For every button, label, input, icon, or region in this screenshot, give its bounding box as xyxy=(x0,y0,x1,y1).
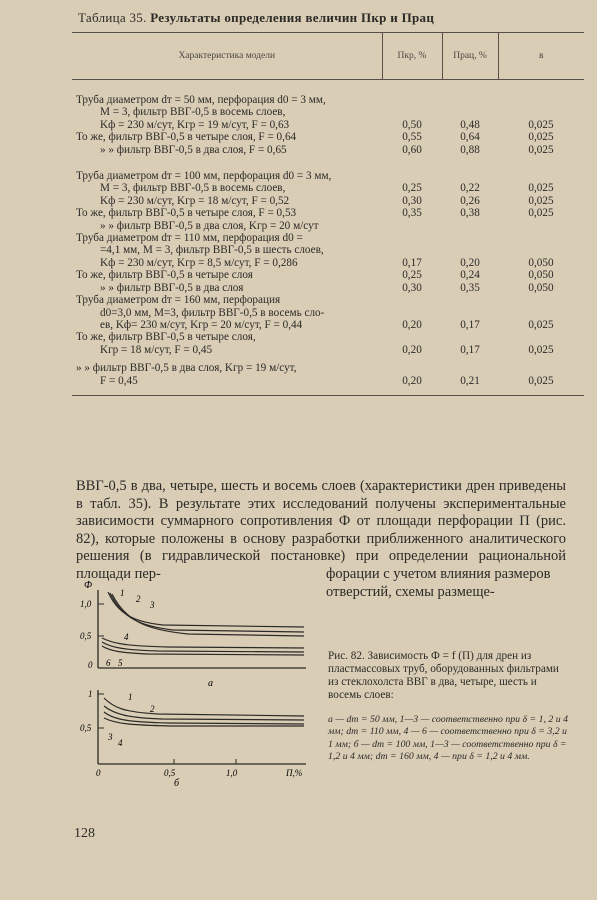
curve-b-1 xyxy=(104,698,304,716)
header-model: Характеристика модели xyxy=(72,33,382,80)
curve-a-3 xyxy=(112,594,304,636)
y-tick-b-05: 0,5 xyxy=(80,723,92,733)
row-desc: Труба диаметром dт = 50 мм, перфорация d0 = 3 мм, xyxy=(76,94,326,106)
table-row xyxy=(72,195,584,207)
curve-a-4 xyxy=(102,638,304,648)
curve-label-a-2: 2 xyxy=(136,594,141,604)
row-desc: Труба диаметром dт = 160 мм, перфорация xyxy=(76,294,281,307)
cell-prac: 0,35 xyxy=(460,281,480,294)
row-desc: Kф = 230 м/сут, Kгр = 8,5 м/сут, F = 0,286 xyxy=(100,256,298,269)
curve-label-a-3: 3 xyxy=(150,600,155,610)
curve-label-a-5: 5 xyxy=(118,658,123,668)
table-row xyxy=(72,170,584,195)
cell-pkr: 0,35 xyxy=(402,207,422,220)
cell-pkr: 0,30 xyxy=(402,194,422,207)
y-axis-label: Ф xyxy=(84,580,93,591)
cell-prac: 0,21 xyxy=(442,356,498,395)
table-row xyxy=(72,232,584,269)
row-desc: M = 3, фильтр ВВГ-0,5 в восемь слоев, xyxy=(100,106,286,119)
curve-b-3 xyxy=(104,712,304,724)
curve-b-2 xyxy=(104,706,304,720)
cell-prac: 0,17 xyxy=(460,318,480,331)
cell-pkr: 0,25 xyxy=(402,182,422,195)
cell-prac: 0,17 xyxy=(460,343,480,356)
curve-label-a-6: 6 xyxy=(106,658,111,668)
table-row xyxy=(72,131,584,143)
y-tick-b-1: 1 xyxy=(88,689,93,699)
row-desc: d0=3,0 мм, M=3, фильтр ВВГ-0,5 в восемь сло- xyxy=(100,306,325,319)
cell-v: 0,050 xyxy=(528,281,554,294)
x-tick-0: 0 xyxy=(96,768,101,778)
cell-v: 0,025 xyxy=(528,118,554,131)
curve-label-b-1: 1 xyxy=(128,692,133,702)
cell-v: 0,025 xyxy=(528,207,554,220)
body-text-wrap: форации с учетом влияния размеров отверстий, схемы размеще- xyxy=(326,566,551,600)
cell-v: 0,025 xyxy=(528,343,554,356)
cell-v: 0,025 xyxy=(528,318,554,331)
cell-pkr: 0,30 xyxy=(402,281,422,294)
curve-label-a-4: 4 xyxy=(124,632,129,642)
cell-pkr: 0,20 xyxy=(402,318,422,331)
row-desc: » » фильтр ВВГ-0,5 в два слоя, Kгр = 20 м/сут xyxy=(100,219,319,232)
table-row xyxy=(72,269,584,281)
row-desc: » » фильтр ВВГ-0,5 в два слоя, Kгр = 19 м/сут, xyxy=(76,362,297,375)
cell-pkr: 0,55 xyxy=(402,131,422,144)
table-row xyxy=(72,144,584,156)
curve-label-a-1: 1 xyxy=(120,588,125,598)
y-tick-a-0: 0 xyxy=(88,660,93,670)
row-desc: То же, фильтр ВВГ-0,5 в четыре слоя, xyxy=(76,331,256,344)
row-desc: F = 0,45 xyxy=(100,374,138,387)
cell-v: 0,050 xyxy=(528,256,554,269)
cell-prac: 0,48 xyxy=(460,118,480,131)
curve-label-b-2: 2 xyxy=(150,704,155,714)
row-desc: ев, Kф= 230 м/сут, Kгр = 20 м/сут, F = 0,44 xyxy=(100,318,303,331)
table-row xyxy=(72,80,584,132)
cell-pkr: 0,20 xyxy=(402,343,422,356)
row-desc: » » фильтр ВВГ-0,5 в два слоя xyxy=(100,281,244,294)
y-tick-a-1: 1,0 xyxy=(80,599,92,609)
curve-label-b-3: 3 xyxy=(108,732,113,742)
row-desc: Kгр = 18 м/сут, F = 0,45 xyxy=(100,343,213,356)
row-desc: » » фильтр ВВГ-0,5 в два слоя, F = 0,65 xyxy=(100,143,287,156)
row-desc: То же, фильтр ВВГ-0,5 в четыре слоя, F = 0,64 xyxy=(76,131,297,144)
table-row xyxy=(72,294,584,331)
cell-v: 0,025 xyxy=(528,143,554,156)
cell-pkr: 0,50 xyxy=(402,118,422,131)
cell-prac: 0,22 xyxy=(460,182,480,195)
cell-pkr: 0,25 xyxy=(402,269,422,282)
header-prac: Прац, % xyxy=(442,33,498,80)
row-desc: Kф = 230 м/сут, Kгр = 19 м/сут, F = 0,63 xyxy=(100,118,290,131)
x-tick-10: 1,0 xyxy=(226,768,238,778)
row-desc: Труба диаметром dт = 110 мм, перфорация d0 = xyxy=(76,232,303,245)
cell-v: 0,025 xyxy=(528,194,554,207)
cell-pkr: 0,20 xyxy=(382,356,442,395)
cell-prac: 0,38 xyxy=(460,207,480,220)
y-tick-a-05: 0,5 xyxy=(80,631,92,641)
cell-pkr: 0,60 xyxy=(402,143,422,156)
table-row xyxy=(72,356,584,395)
figure-82-plot xyxy=(78,580,328,790)
table-row xyxy=(72,207,584,232)
cell-v: 0,025 xyxy=(498,356,584,395)
x-axis-label: П,% xyxy=(286,768,303,778)
figure-legend: a — dт = 50 мм, 1—3 — соответственно при δ = 1, 2 и 4 мм; dт = 110 мм, 4 — 6 — соответственно при δ = 3,2 и 1 мм; б — dт = 100 мм, 1—3 — соответственно при δ = 1,2 и 4 мм; dт = 160 мм, 4 — при δ = 1,2 и 4 мм. xyxy=(328,714,568,763)
header-pkr: Пкр, % xyxy=(382,33,442,80)
x-tick-05: 0,5 xyxy=(164,768,176,778)
table-row xyxy=(72,282,584,294)
row-desc: То же, фильтр ВВГ-0,5 в четыре слоя xyxy=(76,269,253,282)
row-desc: Kф = 230 м/сут, Kгр = 18 м/сут, F = 0,52 xyxy=(100,194,290,207)
figure-caption: Рис. 82. Зависимость Ф = f (П) для дрен из пластмассовых труб, оборудованных фильтрами из стеклохолста ВВГ в два, четыре, шесть и восемь слоев: xyxy=(328,650,559,701)
table-title-text: Результаты определения величин Пкр и Прац xyxy=(150,10,435,25)
header-v: в xyxy=(498,33,584,80)
results-table xyxy=(72,32,584,396)
cell-prac: 0,20 xyxy=(460,256,480,269)
body-text-main: ВВГ-0,5 в два, четыре, шесть и восемь слоев (характеристики дрен приведены в табл. 35). В результате этих исследований получены экспериментальные зависимости суммарного сопротивления Ф от площади перфорации П (рис. 82), которые положены в основу разработки приближенного аналитического решения (в гидравлической постановке) при определении рациональной площади пер- xyxy=(76,478,566,582)
table-title xyxy=(78,10,434,26)
row-desc: То же, фильтр ВВГ-0,5 в четыре слоя, F = 0,53 xyxy=(76,207,297,220)
table-row xyxy=(72,331,584,356)
cell-pkr: 0,17 xyxy=(402,256,422,269)
table-title-prefix: Таблица 35. xyxy=(78,10,147,25)
cell-v: 0,050 xyxy=(528,269,554,282)
cell-v: 0,025 xyxy=(528,182,554,195)
cell-v: 0,025 xyxy=(528,131,554,144)
row-desc: M = 3, фильтр ВВГ-0,5 в восемь слоев, xyxy=(100,182,286,195)
cell-prac: 0,26 xyxy=(460,194,480,207)
row-desc: Труба диаметром dт = 100 мм, перфорация d0 = 3 мм, xyxy=(76,170,332,183)
cell-prac: 0,24 xyxy=(460,269,480,282)
panel-b-label: б xyxy=(174,778,180,789)
curve-label-b-4: 4 xyxy=(118,738,123,748)
page-number: 128 xyxy=(74,826,95,841)
row-desc: =4,1 мм, M = 3, фильтр ВВГ-0,5 в шесть слоев, xyxy=(100,244,324,257)
panel-a-label: a xyxy=(208,678,213,689)
cell-prac: 0,64 xyxy=(460,131,480,144)
body-paragraph xyxy=(76,478,566,582)
cell-prac: 0,88 xyxy=(460,143,480,156)
